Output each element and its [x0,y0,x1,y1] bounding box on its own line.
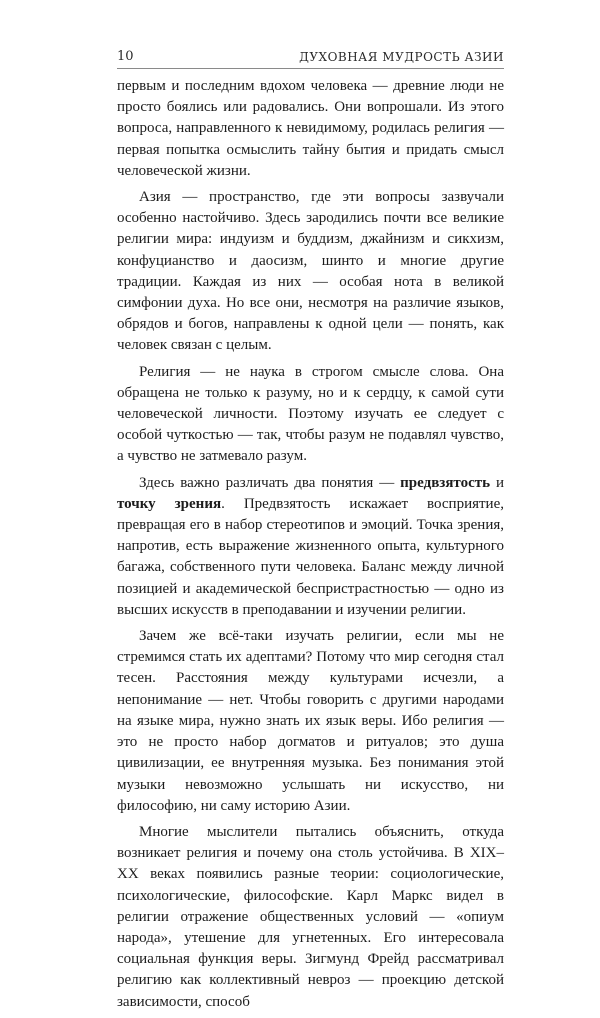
paragraph-4 [117,473,504,621]
term-bias: предвзятость [400,474,491,491]
paragraph-4-lead: Здесь важно различать два понятия — [139,474,401,491]
paragraph-4-conj: и [490,474,505,491]
paragraph-4-rest: . Предвзятость искажает восприятие, превращая его в набор стереотипов и эмоций. Точка зрения, напротив, есть выражение жизненного опыта, культурного багажа, собственного пути человека. Баланс между личной позицией и академической беспристрастностью — одно из высших искусств в преподавании и изучении религии. [117,495,504,618]
term-point-of-view: точку зрения [117,495,222,512]
paragraph-5: Зачем же всё-таки изучать религии, если мы не стремимся стать их адептами? Потому что мир сегодня стал тесен. Расстояния между культурами исчезли, а непонимание — нет. Чтобы говорить с другими народами на языке мира, нужно знать их язык веры. Ибо религия — это не просто набор догматов и ритуалов; это душа цивилизации, ее внутренняя музыка. Без понимания этой музыки невозможно услышать ни искусство, ни философию, ни саму историю Азии. [117,628,504,814]
running-title: ДУХОВНАЯ МУДРОСТЬ АЗИИ [299,50,504,64]
page-number: 10 [117,49,134,64]
running-header [117,48,504,69]
paragraph-6: Многие мыслители пытались объяснить, откуда возникает религия и почему она столь устойчива. В XIX–XX веках появились разные теории: социологические, психологические, философские. Карл Маркс видел в религии отражение общественных условий — «опиум народа», утешение для угнетенных. Его интересовала социальная функция веры. Зигмунд Фрейд рассматривал религию как коллективный невроз — проекцию детской зависимости, способ [117,823,504,1010]
paragraph-2: Азия — пространство, где эти вопросы зазвучали особенно настойчиво. Здесь зародились почти все великие религии мира: индуизм и буддизм, джайнизм и сикхизм, конфуцианство и даосизм, шинто и многие другие традиции. Каждая из них — особая нота в великой симфонии духа. Но все они, несмотря на различие языков, обрядов и богов, направлены к одной цели — понять, как человек связан с целым. [117,189,504,354]
paragraph-3: Религия — не наука в строгом смысле слова. Она обращена не только к разуму, но и к сердцу, к самой сути человеческой личности. Поэтому изучать ее следует с особой чуткостью — так, чтобы разум не подавлял чувство, а чувство не затмевало разум. [117,363,504,465]
body-text [117,76,504,1018]
paragraph-1: первым и последним вдохом человека — древние люди не просто боялись или радовались. Они вопрошали. Из этого вопроса, направленного к невидимому, родилась религия — первая попытка осмыслить тайну бытия и придать смысл человеческой жизни. [117,78,504,179]
